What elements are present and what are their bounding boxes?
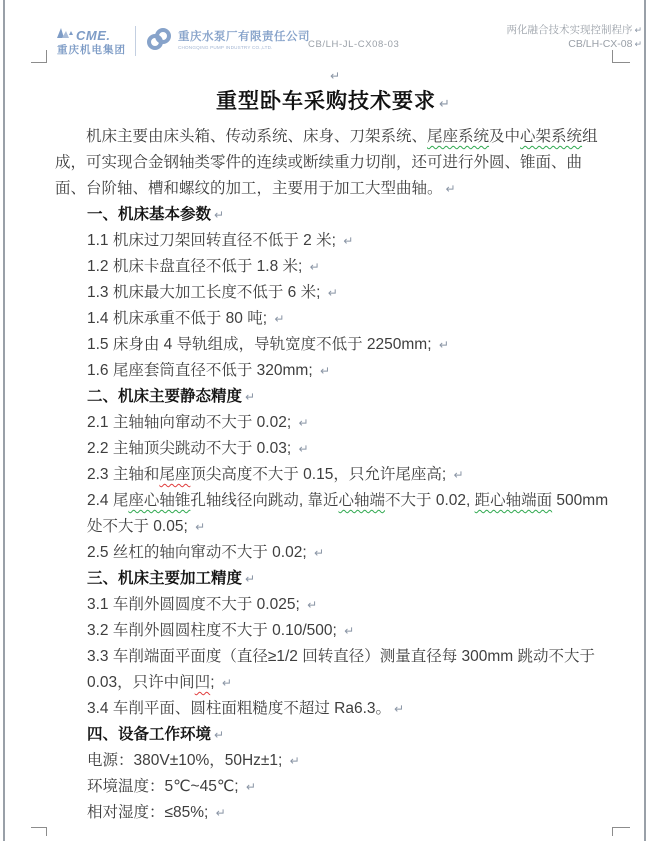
- paragraph: [87, 306, 612, 332]
- header-right-block: [506, 23, 642, 51]
- paragraph: [87, 748, 612, 774]
- section-heading: [87, 566, 612, 592]
- paragraph-mark: ↵: [634, 39, 642, 49]
- text-run: 不大于 0.02,: [385, 492, 475, 509]
- paragraph: [87, 488, 612, 540]
- text-boundary-mark-top-left: [31, 50, 47, 63]
- paragraph-mark: ↵: [329, 69, 341, 83]
- spellcheck-red-text: 尾座: [159, 466, 191, 483]
- text-run: 2.3 主轴和: [87, 466, 160, 483]
- page-title: 重型卧车采购技术要求 ↵: [216, 90, 451, 113]
- text-run: 2.2 主轴顶尖跳动不大于 0.03;: [87, 440, 296, 457]
- pump-company-name-en: CHONGQING PUMP INDUSTRY CO.,LTD.: [178, 44, 273, 50]
- pump-company-name-cn: 重庆水泵厂有限责任公司: [178, 30, 310, 43]
- text-boundary-mark-top-right: [612, 50, 630, 63]
- paragraph-mark: ↵: [439, 96, 451, 111]
- paragraph-mark: ↵: [215, 806, 226, 820]
- header-logos: [57, 26, 310, 56]
- cme-group-name: 重庆机电集团: [57, 44, 126, 57]
- section-heading: [87, 384, 612, 410]
- paragraph: [55, 124, 612, 202]
- paragraph-mark: ↵: [307, 598, 318, 612]
- text-run: 1.1 机床过刀架回转直径不低于 2 米;: [87, 232, 341, 249]
- text-run: 3.4 车削平面、圆柱面粗糙度不超过 Ra6.3。: [87, 700, 392, 717]
- paragraph: [87, 592, 612, 618]
- section-heading: [87, 202, 612, 228]
- text-run: 3.2 车削外圆圆柱度不大于 0.10/500;: [87, 622, 342, 639]
- cme-mountain-icon: [57, 26, 73, 42]
- text-run: 电源：380V±10%，50Hz±1;: [87, 752, 287, 769]
- paragraph: [87, 410, 612, 436]
- paragraph: [87, 540, 612, 566]
- text-run: 四、设备工作环境: [87, 726, 212, 743]
- text-run: 2.4 尾: [87, 492, 129, 509]
- paragraph-mark: ↵: [298, 416, 309, 430]
- document-content: [55, 66, 612, 826]
- pump-company-logo: [145, 28, 310, 55]
- text-run: 3.1 车削外圆圆度不大于 0.025;: [87, 596, 305, 613]
- text-run: 1.4 机床承重不低于 80 吨;: [87, 310, 272, 327]
- paragraph: [87, 774, 612, 800]
- paragraph-mark: ↵: [195, 520, 206, 534]
- paragraph-mark: ↵: [245, 572, 256, 586]
- pump-monogram-icon: [145, 28, 173, 55]
- paragraph-mark: ↵: [319, 364, 331, 378]
- paragraph-mark: ↵: [634, 25, 642, 35]
- text-run: 1.5 床身由 4 导轨组成，导轨宽度不低于 2250mm;: [87, 336, 436, 353]
- page-left-edge: [3, 0, 5, 841]
- paragraph-mark: ↵: [298, 442, 309, 456]
- text-run: 相对湿度：≤85%;: [87, 804, 213, 821]
- spellcheck-green-text: 尾座系统: [427, 128, 490, 145]
- page-right-edge: [644, 0, 646, 841]
- text-run: 3.3 车削端面平面度（直径≥1/2 回转直径）测量直径每 300mm 跳动不大于 0.03，只许中间: [87, 648, 596, 691]
- paragraph-mark: ↵: [309, 260, 320, 274]
- text-run: 1.2 机床卡盘直径不低于 1.8 米;: [87, 258, 307, 275]
- header-procedure-title: 两化融合技术实现控制程序 ↵: [506, 24, 642, 36]
- cme-logo-text: CME.: [76, 28, 111, 44]
- section-heading: [87, 722, 612, 748]
- text-run: 1.3 机床最大加工长度不低于 6 米;: [87, 284, 325, 301]
- paragraph: [87, 696, 612, 722]
- text-run: 环境温度：5℃~45℃;: [87, 778, 243, 795]
- text-boundary-mark-bottom-right: [612, 827, 630, 836]
- paragraph: [87, 618, 612, 644]
- text-run: 顶尖高度不大于 0.15，只允许尾座高;: [190, 466, 451, 483]
- paragraph-mark: ↵: [343, 234, 354, 248]
- text-run: 三、机床主要加工精度: [87, 570, 243, 587]
- paragraph-mark: ↵: [313, 546, 325, 560]
- text-run: 组成，可实现合金钢轴类零件的连续或断续重力切削，还可进行外圆、锥面、曲面、台阶轴、槽和螺纹的加工，主要用于加工大型曲轴。: [55, 128, 598, 197]
- paragraph-mark: ↵: [274, 312, 285, 326]
- text-run: 500mm 处不大于 0.05;: [87, 492, 609, 535]
- paragraph-mark: ↵: [453, 468, 464, 482]
- paragraph-mark: ↵: [445, 182, 456, 196]
- paragraph-mark: ↵: [289, 754, 300, 768]
- cme-logo: [57, 26, 126, 56]
- spellcheck-red-text: 凹: [194, 674, 211, 691]
- header-document-code: CB/LH-JL-CX08-03: [308, 39, 400, 50]
- paragraph: [87, 800, 612, 826]
- text-run: 1.6 尾座套筒直径不低于 320mm;: [87, 362, 317, 379]
- paragraph-mark: ↵: [214, 208, 225, 222]
- paragraph-mark: ↵: [344, 624, 355, 638]
- text-run: 2.1 主轴轴向窜动不大于 0.02;: [87, 414, 296, 431]
- logo-divider: [135, 26, 136, 56]
- spellcheck-green-text: 距心轴端面: [474, 492, 553, 509]
- text-run: 孔轴线径向跳动, 靠近: [190, 492, 339, 509]
- paragraph: [87, 436, 612, 462]
- paragraph: [87, 358, 612, 384]
- text-run: 2.5 丝杠的轴向窜动不大于 0.02;: [87, 544, 311, 561]
- paragraph: [87, 254, 612, 280]
- paragraph-mark: ↵: [394, 702, 405, 716]
- paragraph-mark: ↵: [438, 338, 449, 352]
- text-run: 一、机床基本参数: [87, 206, 212, 223]
- paragraph: [87, 228, 612, 254]
- paragraph-mark: ↵: [214, 728, 225, 742]
- paragraph-mark: ↵: [245, 780, 256, 794]
- spellcheck-green-text: 心架系统: [520, 128, 583, 145]
- spellcheck-green-text: 心轴端: [338, 492, 386, 509]
- paragraph: [87, 280, 612, 306]
- paragraph-mark: ↵: [327, 286, 338, 300]
- text-run: 机床主要由床头箱、传动系统、床身、刀架系统、: [86, 128, 428, 145]
- text-boundary-mark-bottom-left: [31, 827, 47, 836]
- paragraph-mark: ↵: [221, 676, 232, 690]
- paragraph: [87, 644, 612, 696]
- paragraph-mark: ↵: [245, 390, 256, 404]
- paragraph: [87, 332, 612, 358]
- document-body: [55, 124, 612, 826]
- spellcheck-green-text: 座心轴锥: [128, 492, 191, 509]
- paragraph: [87, 462, 612, 488]
- text-run: 二、机床主要静态精度: [87, 388, 243, 405]
- text-run: ;: [210, 674, 219, 691]
- empty-paragraph: [55, 66, 612, 86]
- text-run: 及中: [489, 128, 521, 145]
- header-procedure-code: CB/LH-CX-08 ↵: [568, 38, 642, 50]
